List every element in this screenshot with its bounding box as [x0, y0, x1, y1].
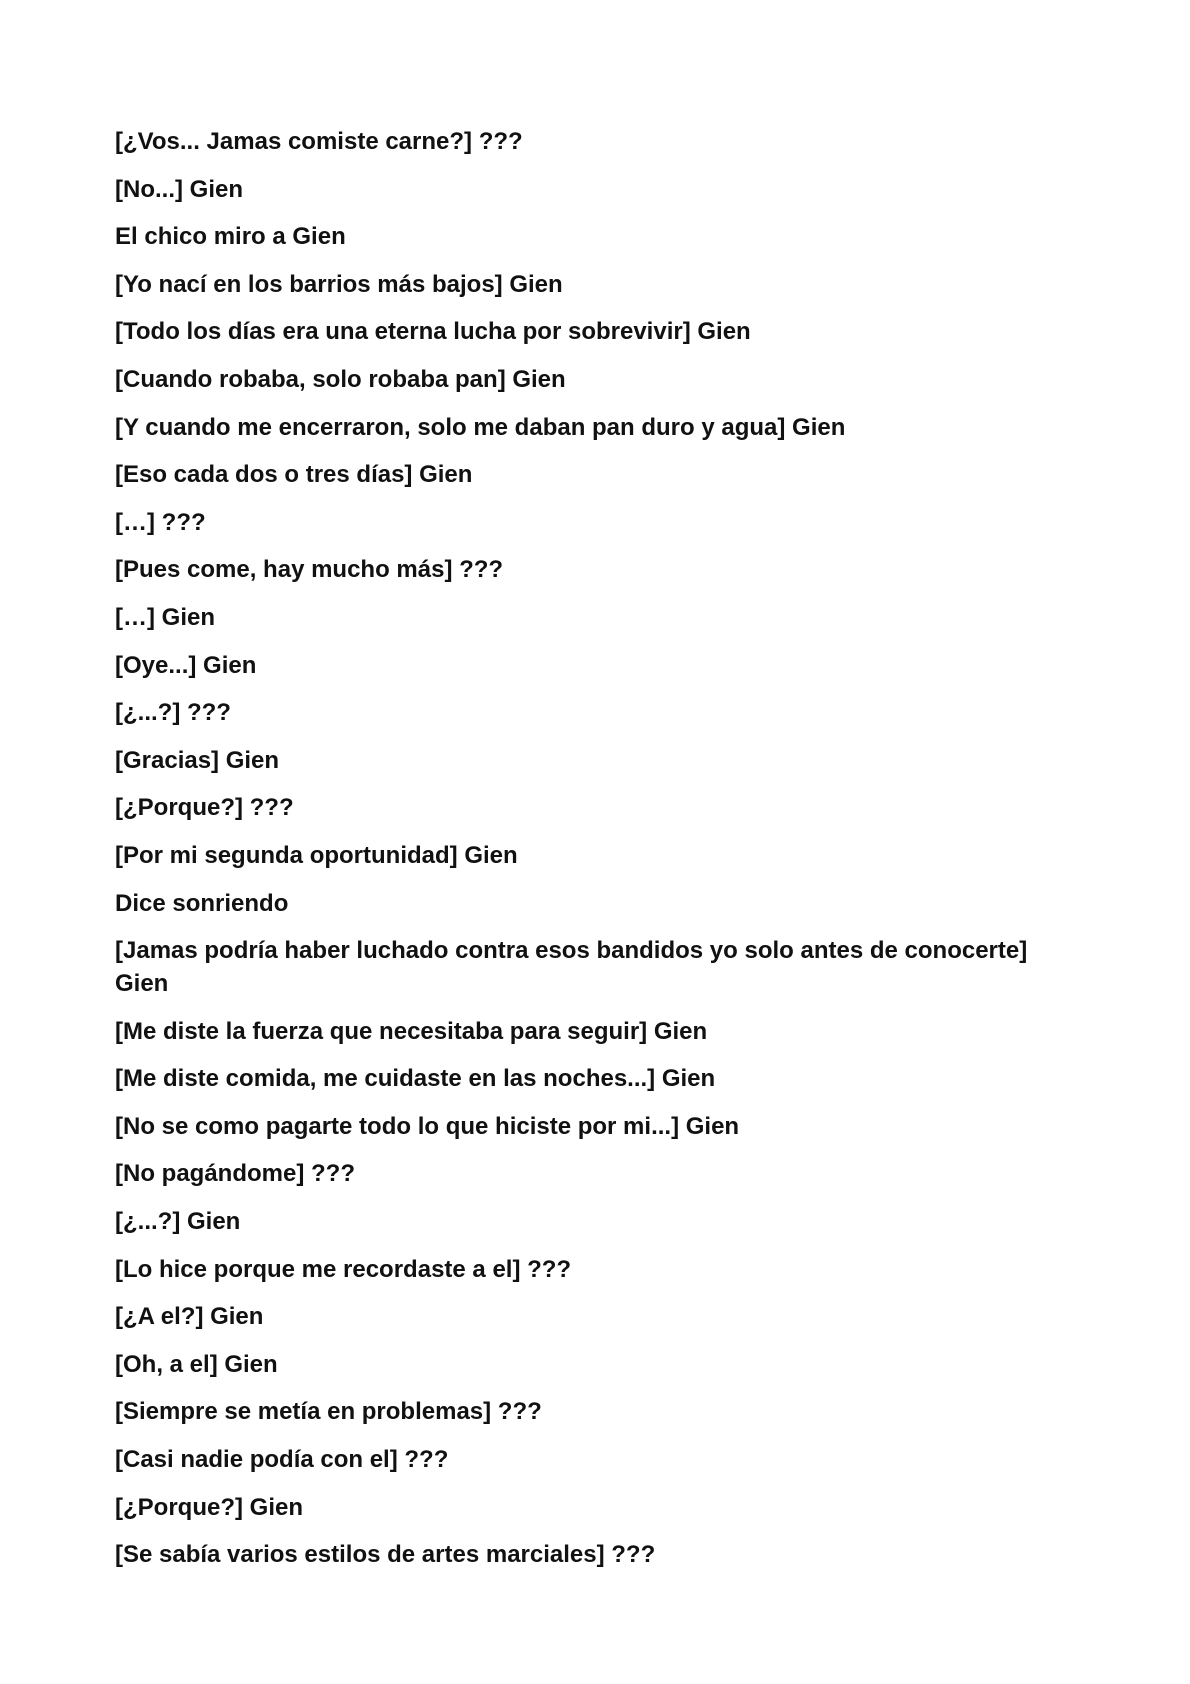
dialogue-line: [Por mi segunda oportunidad] Gien — [115, 841, 518, 869]
dialogue-line: [Oh, a el] Gien — [115, 1350, 278, 1378]
dialogue-line: [Cuando robaba, solo robaba pan] Gien — [115, 365, 566, 393]
dialogue-line: [Y cuando me encerraron, solo me daban pan duro y agua] Gien — [115, 413, 846, 441]
dialogue-line: [Casi nadie podía con el] ??? — [115, 1446, 449, 1474]
dialogue-line: [Me diste comida, me cuidaste en las noches...] Gien — [115, 1065, 716, 1093]
dialogue-line: [Oye...] Gien — [115, 651, 257, 679]
dialogue-line: [¿Porque?] ??? — [115, 794, 294, 822]
dialogue-line: [Pues come, hay mucho más] ??? — [115, 556, 504, 584]
dialogue-line: [No pagándome] ??? — [115, 1160, 355, 1188]
dialogue-line: [Gracias] Gien — [115, 746, 280, 774]
dialogue-line: […] Gien — [115, 603, 215, 631]
dialogue-line: [¿Porque?] Gien — [115, 1493, 303, 1521]
dialogue-line: [No...] Gien — [115, 175, 243, 203]
dialogue-line: El chico miro a Gien — [115, 223, 346, 251]
dialogue-line: [No se como pagarte todo lo que hiciste por mi...] Gien — [115, 1112, 740, 1140]
dialogue-line: [Yo nací en los barrios más bajos] Gien — [115, 270, 563, 298]
dialogue-line: Dice sonriendo — [115, 889, 289, 917]
dialogue-line: [Jamas podría haber luchado contra esos bandidos yo solo antes de conocerte] Gien — [115, 937, 1028, 998]
dialogue-line: [¿...?] Gien — [115, 1208, 241, 1236]
dialogue-line: [¿...?] ??? — [115, 699, 231, 727]
dialogue-line: [¿Vos... Jamas comiste carne?] ??? — [115, 128, 523, 155]
dialogue-line: [Todo los días era una eterna lucha por sobrevivir] Gien — [115, 318, 751, 346]
dialogue-line: [Me diste la fuerza que necesitaba para seguir] Gien — [115, 1017, 708, 1045]
dialogue-line: [Siempre se metía en problemas] ??? — [115, 1398, 542, 1426]
dialogue-line: [Lo hice porque me recordaste a el] ??? — [115, 1255, 572, 1283]
dialogue-line: [Eso cada dos o tres días] Gien — [115, 461, 473, 489]
dialogue-text — [115, 125, 1075, 1586]
dialogue-line: [Se sabía varios estilos de artes marciales] ??? — [115, 1541, 656, 1569]
dialogue-line: [¿A el?] Gien — [115, 1303, 264, 1331]
dialogue-line: […] ??? — [115, 508, 206, 536]
